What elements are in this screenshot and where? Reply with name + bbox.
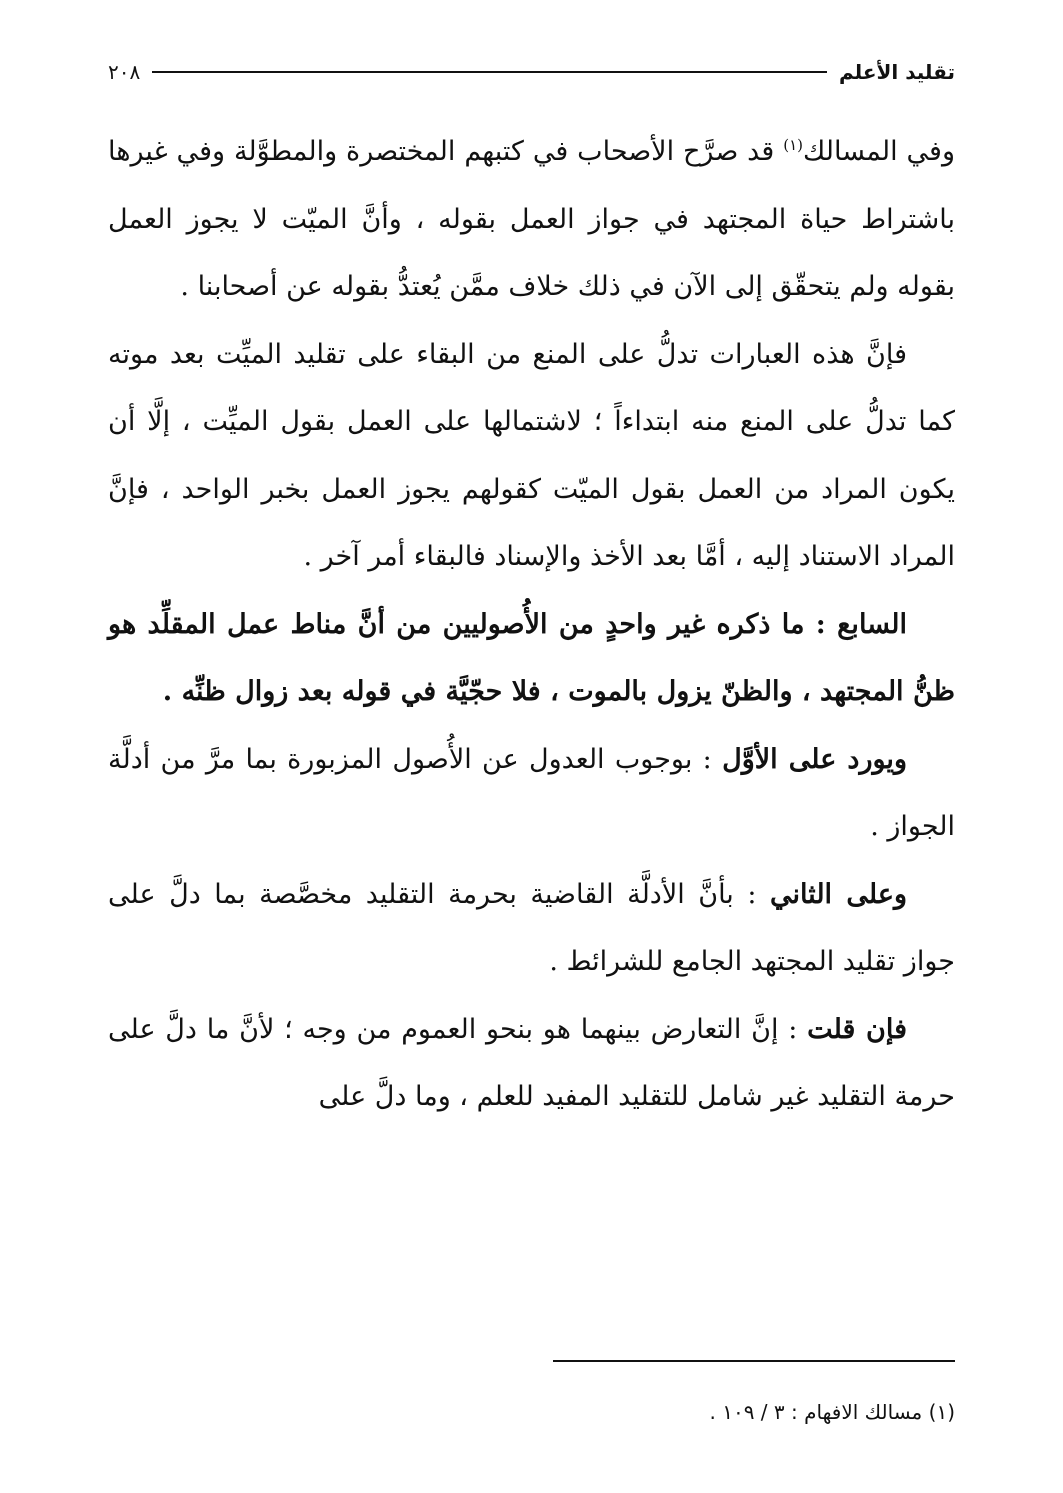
footnote-rule	[553, 1360, 955, 1362]
paragraph-5	[108, 861, 955, 996]
paragraph-4	[108, 726, 955, 861]
paragraph-text: وفي المسالك	[802, 136, 955, 167]
paragraph-text: : بوجوب العدول عن الأُصول المزبورة بما مرَّ من أدلَّة الجواز .	[108, 743, 955, 842]
paragraph-lead: فإن قلت	[807, 1013, 908, 1045]
paragraph-text: فإنَّ هذه العبارات تدلُّ على المنع من البقاء على تقليد الميِّت بعد موته كما تدلُّ على المنع منه ابتداءاً ؛ لاشتمالها على العمل بقول الميِّت ، إلَّا أن يكون المراد من العمل بقول الميّت كقولهم يجوز العمل بخبر الواحد ، فإنَّ المراد الاستناد إليه ، أمَّا بعد الأخذ والإسناد فالبقاء أمر آخر .	[108, 338, 955, 572]
paragraph-text: : ما ذكره غير واحدٍ من الأُصوليين من أنَّ مناط عمل المقلِّد هو ظنُّ المجتهد ، والظنّ يزول بالموت ، فلا حجّيَّة في قوله بعد زوال ظنِّه .	[108, 608, 955, 707]
running-header	[108, 50, 955, 94]
paragraph-6	[108, 996, 955, 1131]
body-text	[108, 118, 955, 1131]
footnote-reference: (١)	[783, 136, 803, 154]
page-number: ٢٠٨	[108, 60, 141, 84]
paragraph-lead: ويورد على الأوَّل	[722, 743, 907, 775]
header-rule	[152, 71, 827, 73]
paragraph-lead: السابع	[837, 608, 907, 640]
paragraph-1	[108, 118, 955, 321]
paragraph-2	[108, 321, 955, 591]
running-title: تقليد الأعلم	[838, 60, 955, 84]
paragraph-text: : إنَّ التعارض بينهما هو بنحو العموم من وجه ؛ لأنَّ ما دلَّ على حرمة التقليد غير شامل للتقليد المفيد للعلم ، وما دلَّ على	[108, 1013, 955, 1112]
paragraph-text-continued: قد صرَّح الأصحاب في كتبهم المختصرة والمطوَّلة وفي غيرها باشتراط حياة المجتهد في جواز العمل بقوله ، وأنَّ الميّت لا يجوز العمل بقوله ولم يتحقّق إلى الآن في ذلك خلاف ممَّن يُعتدُّ بقوله عن أصحابنا .	[108, 136, 955, 302]
footnote: (١) مسالك الافهام : ٣ / ١٠٩ .	[709, 1400, 955, 1424]
paragraph-text: : بأنَّ الأدلَّة القاضية بحرمة التقليد مخصَّصة بما دلَّ على جواز تقليد المجتهد الجامع للشرائط .	[108, 878, 955, 977]
paragraph-lead: وعلى الثاني	[769, 878, 907, 910]
paragraph-3	[108, 591, 955, 726]
